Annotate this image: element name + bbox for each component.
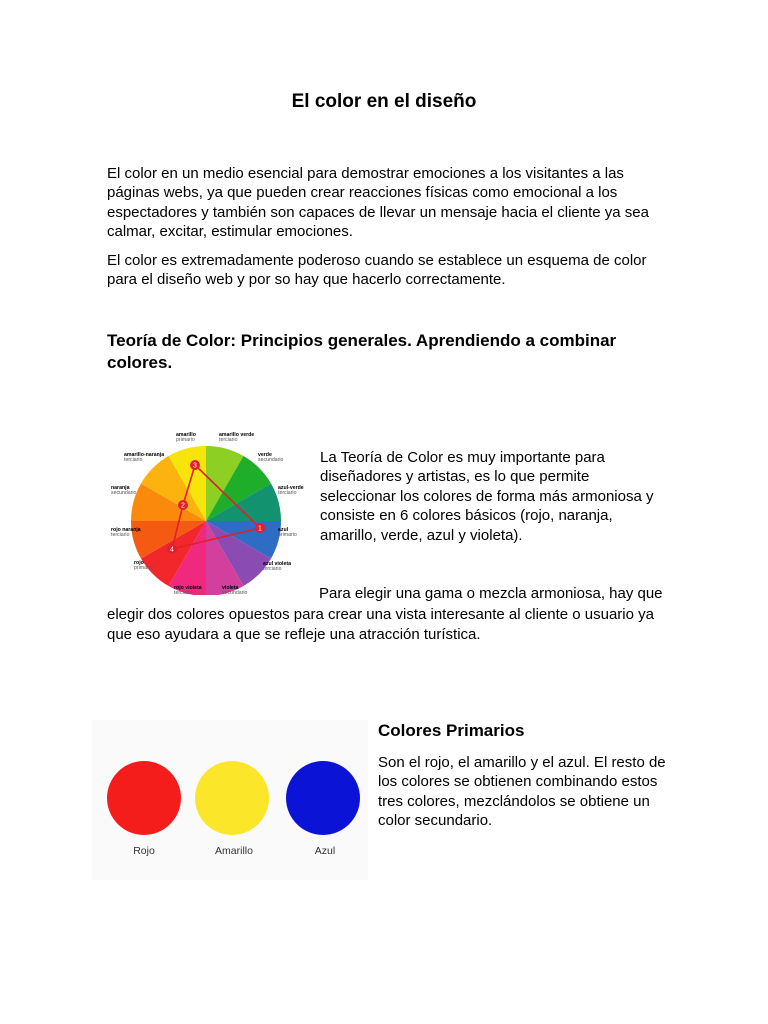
intro-paragraph-2: El color es extremadamente poderoso cuando se establece un esquema de color para el diseño web y por so hay que hacerlo correctamente. [107,252,647,289]
label-azul-violeta: azul violeta [263,561,291,567]
page-title: El color en el diseño [291,91,477,112]
label-rojo-naranja: rojo naranja [111,527,141,533]
swatch-amarillo [195,761,269,835]
label-naranja: naranja [111,485,130,491]
svg-text:terciario: terciario [111,532,130,538]
label-rojo: rojo [134,560,144,566]
theory-paragraph-2-text: Para elegir una gama o mezcla armoniosa, hay que elegir dos colores opuestos para crear una vista interesante al cliente o usuario ya que eso ayudara a que se refleje una atracción turística. [107,585,663,643]
marker-1: 1 [258,525,262,533]
svg-text:secundario: secundario [222,590,248,595]
swatch-azul [286,761,360,835]
label-amarillo-verde: amarillo verde [219,432,255,438]
label-amarillo: amarillo [176,432,196,438]
label-verde: verde [258,452,272,458]
swatch-label-rojo: Rojo [133,845,155,857]
svg-text:terciario: terciario [174,590,193,595]
color-wheel-figure [108,425,304,595]
primary-colors-figure [92,720,368,880]
primary-colors-heading: Colores Primarios [378,721,525,740]
swatch-label-amarillo: Amarillo [215,845,253,857]
marker-3: 3 [193,462,197,470]
label-azul: azul [278,527,289,533]
label-azul-verde: azul-verde [278,485,304,491]
marker-4: 4 [170,546,174,554]
svg-text:primario: primario [176,437,195,443]
svg-text:terciario: terciario [219,437,238,443]
marker-2: 2 [181,502,185,510]
theory-paragraph-2 [107,584,663,646]
svg-text:secundario: secundario [111,490,137,496]
label-amarillo-naranja: amarillo-naranja [124,452,165,458]
label-violeta: violeta [222,585,239,591]
primary-colors-paragraph: Son el rojo, el amarillo y el azul. El resto de los colores se obtienen combinando estos tres colores, mezclándolos se obtiene un color secundario. [378,754,666,830]
svg-text:terciario: terciario [278,490,297,496]
label-rojo-violeta: rojo violeta [174,585,202,591]
svg-text:secundario: secundario [258,457,284,463]
svg-text:primario: primario [278,532,297,538]
svg-text:terciario: terciario [124,457,143,463]
swatch-label-azul: Azul [314,845,336,857]
swatch-rojo [107,761,181,835]
svg-text:primario: primario [134,565,153,571]
svg-text:terciario: terciario [263,566,282,572]
intro-paragraph-1: El color en un medio esencial para demostrar emociones a los visitantes a las páginas webs, ya que pueden crear reacciones físicas como emocional a los espectadores y también son capaces de llevar un mensaje hacia el cliente ya sea calmar, excitar, estimular emociones. [107,165,649,241]
theory-paragraph-1: La Teoría de Color es muy importante para diseñadores y artistas, es lo que permite seleccionar los colores de forma más armoniosa y consiste en 6 colores básicos (rojo, naranja, amarillo, verde, azul y violeta). [320,449,654,544]
theory-heading: Teoría de Color: Principios generales. Aprendiendo a combinar colores. [107,331,617,372]
